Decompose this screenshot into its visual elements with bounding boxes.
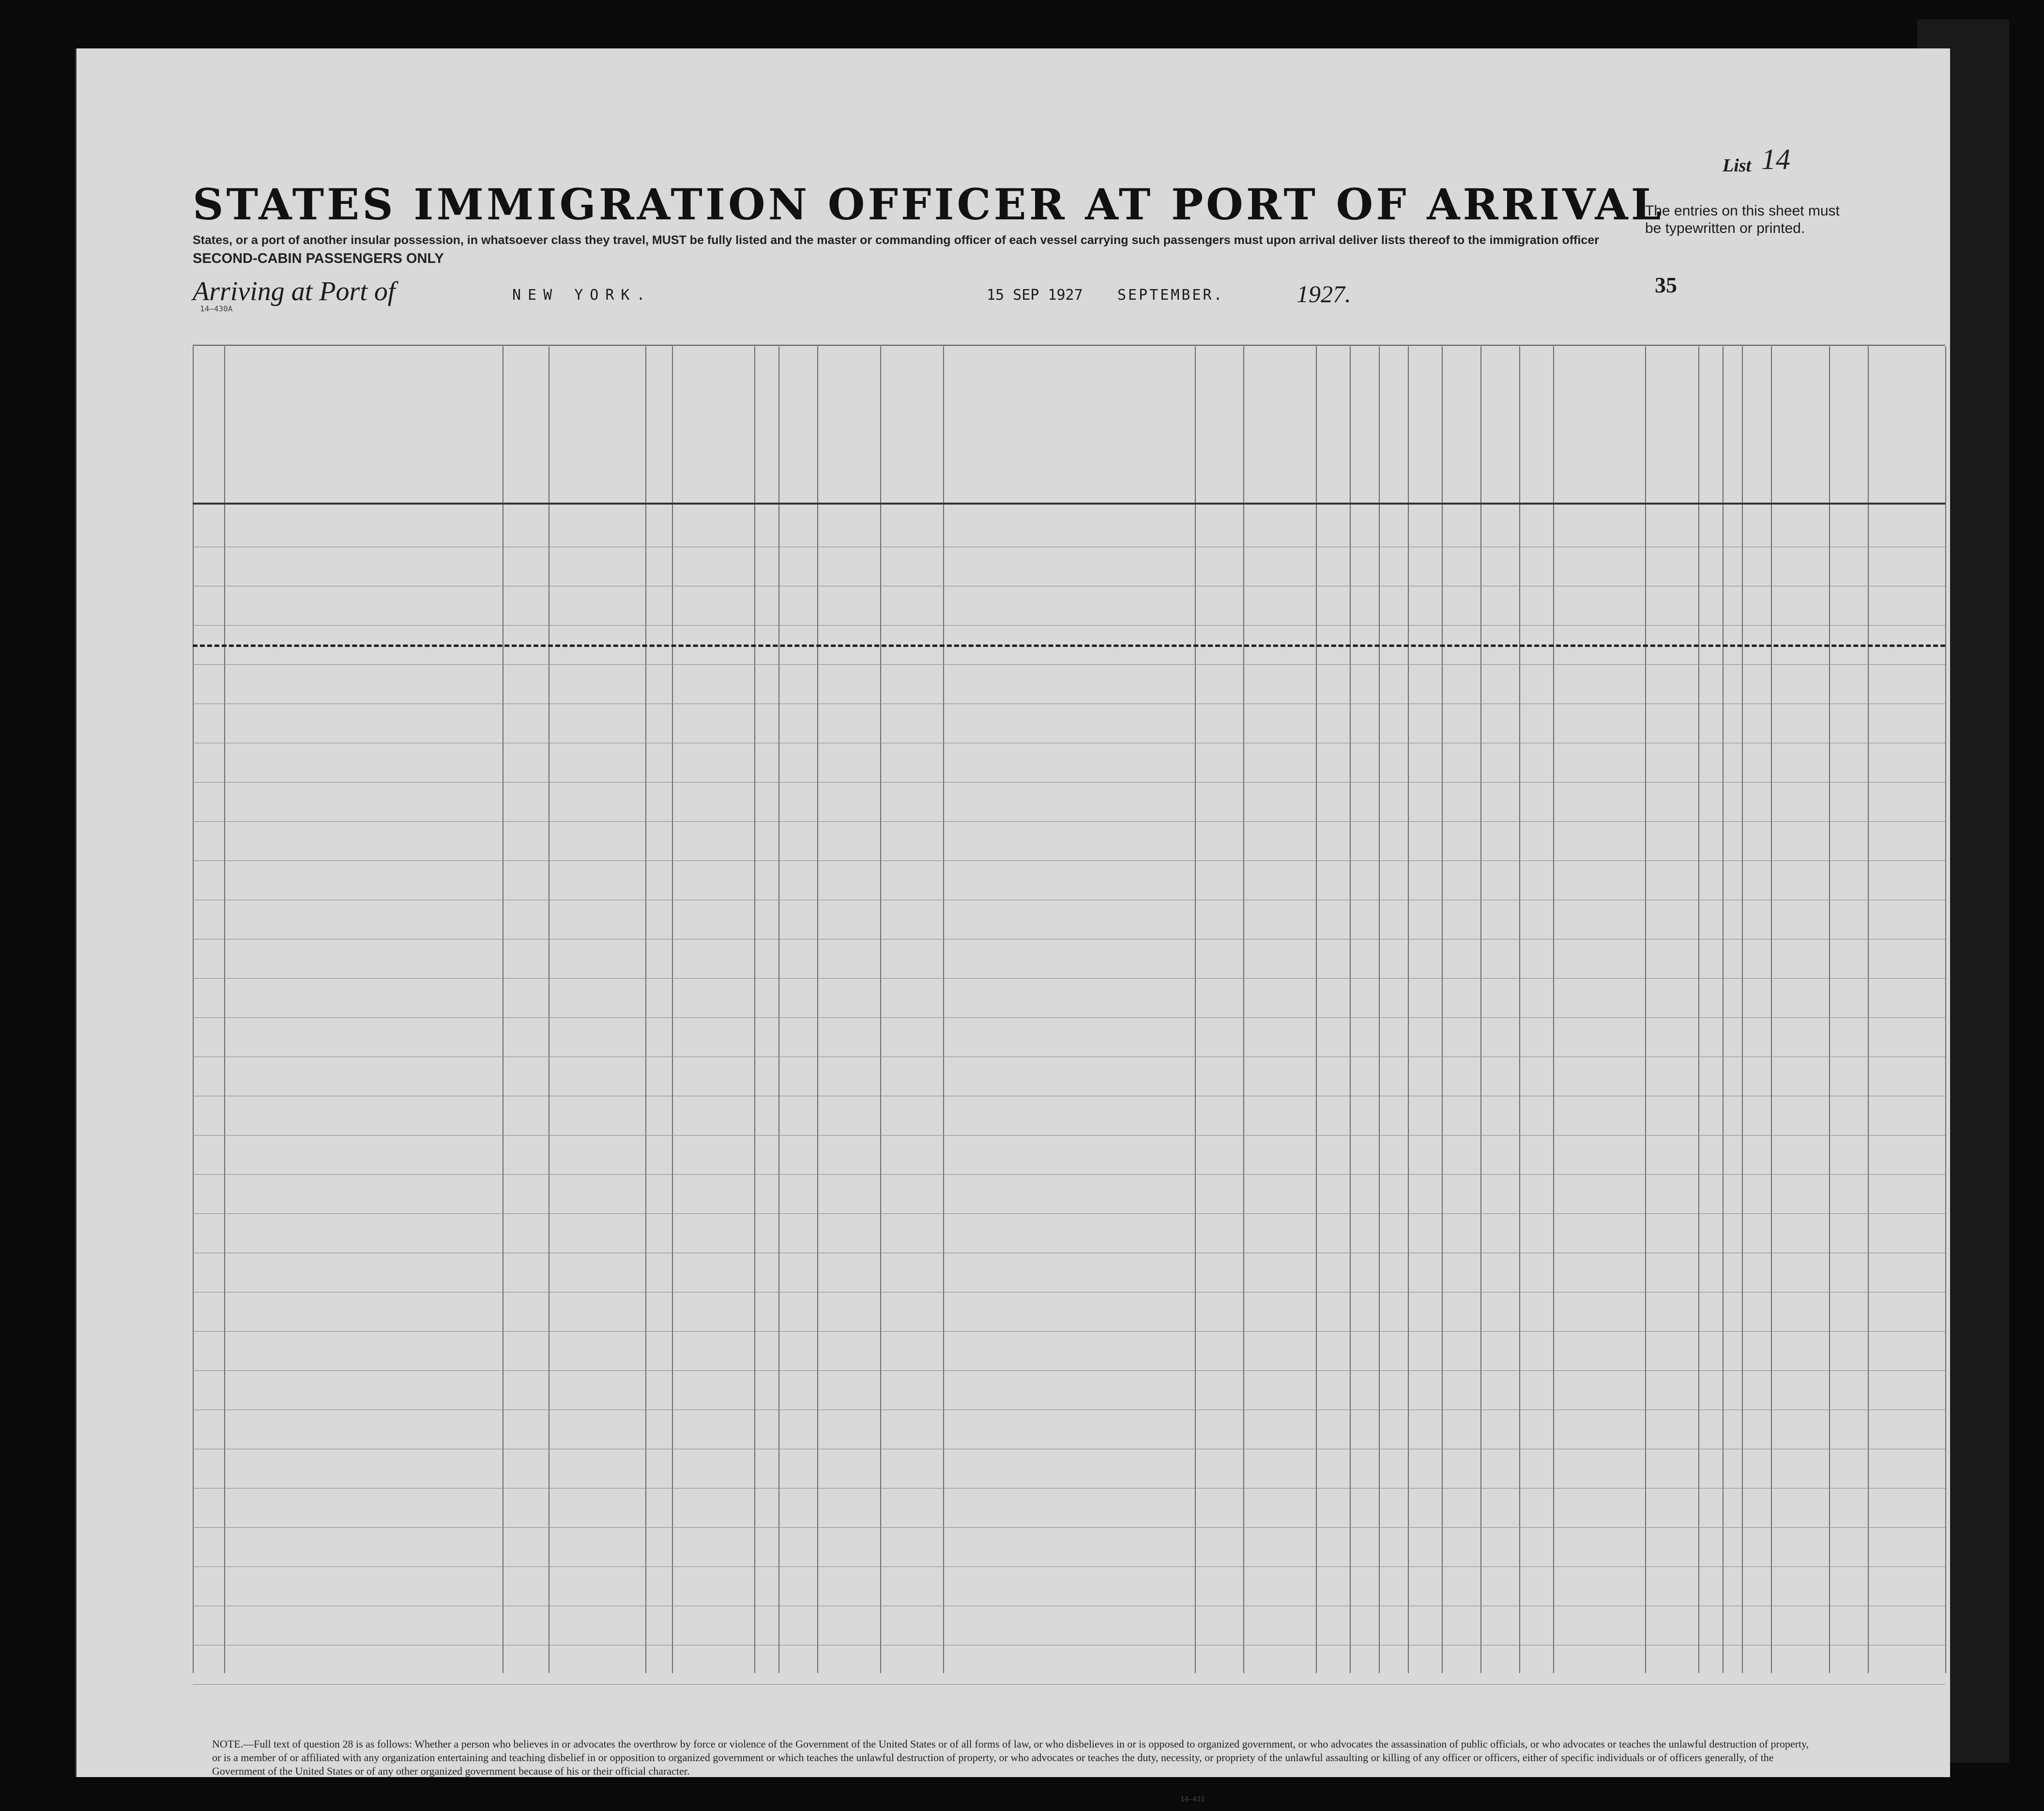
- column-rule: [1645, 346, 1646, 1673]
- column-rule: [1945, 346, 1946, 1673]
- list-number: 14: [1761, 143, 1790, 175]
- column-rule: [817, 346, 818, 1673]
- row-rule: [193, 1566, 1945, 1567]
- row-rule: [193, 1331, 1945, 1332]
- row-rule: [193, 1174, 1945, 1175]
- row-separator: [193, 645, 1945, 647]
- instruction-line: States, or a port of another insular possession, in whatsoever class they travel, MUST be fully listed and the master or commanding officer of each vessel carrying such passengers must upon arrival deliver lists thereof to the immigration officer: [193, 233, 1599, 247]
- column-rule: [880, 346, 881, 1673]
- list-label: List: [1723, 155, 1752, 176]
- row-rule: [193, 664, 1945, 665]
- column-rule: [1379, 346, 1380, 1673]
- column-rule: [1553, 346, 1554, 1673]
- column-rule: [224, 346, 225, 1673]
- arrival-month: SEPTEMBER.: [1117, 287, 1224, 304]
- manifest-table: [193, 320, 1965, 1685]
- column-rule: [193, 346, 194, 1673]
- row-rule: [193, 1488, 1945, 1489]
- typewritten-notice: The entries on this sheet must be typewritten or printed.: [1645, 203, 1840, 236]
- row-rule: [193, 978, 1945, 979]
- row-rule: [193, 625, 1945, 626]
- column-rule: [754, 346, 755, 1673]
- column-rule: [645, 346, 646, 1673]
- row-rule: [193, 1370, 1945, 1371]
- row-rule: [193, 1684, 1945, 1685]
- arriving-label: Arriving at Port of: [193, 276, 396, 307]
- row-rule: [193, 1527, 1945, 1528]
- column-rule: [1408, 346, 1409, 1673]
- arrival-year: 1927.: [1297, 280, 1351, 307]
- column-rule: [1519, 346, 1520, 1673]
- column-rule: [778, 346, 779, 1673]
- port-name: NEW YORK.: [512, 287, 652, 304]
- column-rule: [1480, 346, 1481, 1673]
- column-rule: [943, 346, 944, 1673]
- manifest-sheet: [75, 48, 1950, 1803]
- column-rule: [1771, 346, 1772, 1673]
- column-rule: [1698, 346, 1699, 1673]
- column-rule: [1442, 346, 1443, 1673]
- column-rule: [1868, 346, 1869, 1673]
- page-number: 35: [1655, 273, 1677, 297]
- header-bottom-rule: [193, 503, 1945, 505]
- form-number: 14—430A: [200, 304, 233, 313]
- date-stamp: 15 SEP 1927: [987, 287, 1083, 304]
- header-top-rule: [193, 345, 1945, 346]
- column-rule: [1316, 346, 1317, 1673]
- cabin-class-label: SECOND-CABIN PASSENGERS ONLY: [193, 251, 444, 266]
- row-rule: [193, 1135, 1945, 1136]
- footer-form-number: 14—431: [1180, 1796, 1205, 1803]
- column-rule: [1195, 346, 1196, 1673]
- footnote: NOTE.—Full text of question 28 is as follows: Whether a person who believes in or advocates the overthrow by force or violence of the Government of the United States or of all forms of law, or who disbelieves in or is opposed to organized government, or who advocates the assassination of public officials, or who advocates or teaches the unlawful destruction of property, or is a member of or affiliated with any organization entertaining and teaching disbelief in or opposition to organized government or which teaches the unlawful destruction of property, or who advocates or teaches the duty, necessity, or propriety of the unlawful assaulting or killing of any officer or officers, either of specific individuals or of officers generally, of the Government of the United States or of any other organized government because of his or their official character.: [212, 1738, 1809, 1777]
- page-title: STATES IMMIGRATION OFFICER AT PORT OF ARRIVAL: [193, 179, 1664, 230]
- row-rule: [193, 782, 1945, 783]
- row-rule: [193, 860, 1945, 861]
- column-rule: [1723, 346, 1724, 1673]
- column-rule: [1829, 346, 1830, 1673]
- column-rule: [1243, 346, 1244, 1673]
- column-rule: [672, 346, 673, 1673]
- row-rule: [193, 821, 1945, 822]
- row-rule: [193, 1213, 1945, 1214]
- column-rule: [1742, 346, 1743, 1673]
- column-rule: [1350, 346, 1351, 1673]
- row-rule: [193, 1017, 1945, 1018]
